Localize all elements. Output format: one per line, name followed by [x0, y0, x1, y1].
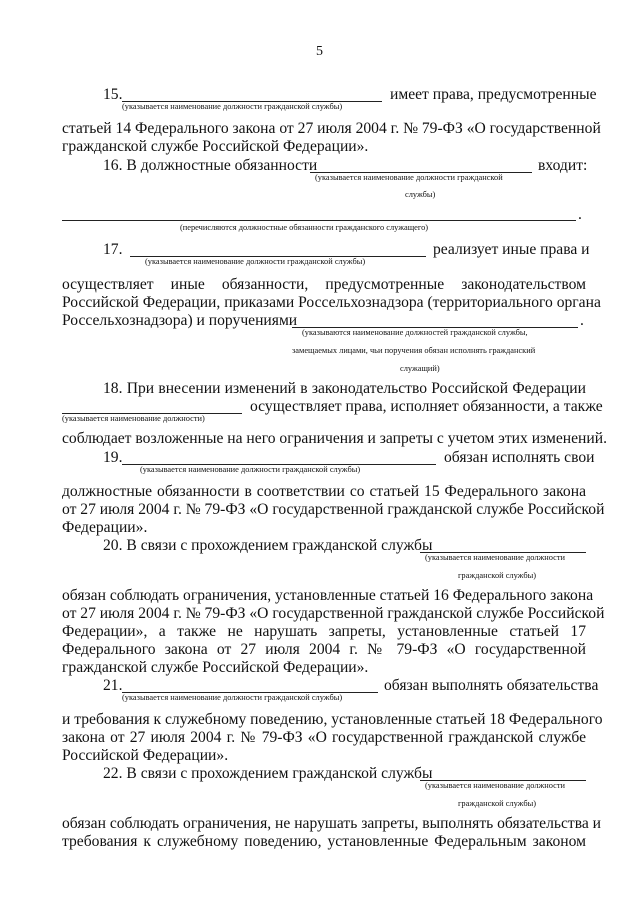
- p17-period: .: [580, 312, 584, 329]
- p20-head: 20. В связи с прохождением гражданской службы: [103, 537, 433, 554]
- p21-line2: и требования к служебному поведению, установленные статьей 18 Федерального: [62, 711, 603, 728]
- p16-head: 16. В должностные обязанности: [103, 157, 318, 174]
- p20-line6: гражданской службе Российской Федерации».: [62, 659, 369, 676]
- p17-line4: Россельхознадзора) и поручениями: [62, 312, 298, 329]
- p15-tail: имеет права, предусмотренные: [390, 86, 597, 103]
- p16-caption2: службы): [405, 190, 436, 199]
- p20-line5: Федерального закона от 27 июля 2004 г. № 79-ФЗ «О государственной: [62, 641, 586, 658]
- p19-caption: (указывается наименование должности гражданской службы): [140, 465, 361, 474]
- p21-number: 21.: [103, 677, 123, 694]
- p16-caption1: (указывается наименование должности гражданской: [315, 173, 503, 182]
- p22-line3: требования к служебному поведению, установленные Федеральным законом: [62, 833, 586, 850]
- p17-line2-word: обязанности,: [221, 276, 309, 293]
- p20-caption2: гражданской службы): [458, 571, 537, 580]
- p22-caption1: (указывается наименование должности: [425, 781, 566, 790]
- p16-duties-line: [62, 220, 576, 221]
- p17-caption4: служащий): [400, 364, 440, 373]
- p21-line4: Российской Федерации».: [62, 747, 229, 764]
- p15-number: 15.: [103, 86, 123, 103]
- p18-line3: соблюдает возложенные на него ограничения и запреты с учетом этих изменений.: [62, 430, 607, 447]
- p22-line2: обязан соблюдать ограничения, не нарушать запреты, выполнять обязательства и: [62, 815, 602, 832]
- p20-line3: от 27 июля 2004 г. № 79-ФЗ «О государственной гражданской службе Российской: [62, 605, 605, 622]
- p17-line3: Российской Федерации, приказами Россельхознадзора (территориального органа: [62, 294, 601, 311]
- p16-period: .: [578, 206, 582, 223]
- p17-line2-word: осуществляет: [62, 276, 154, 293]
- p18-tail: осуществляет права, исполняет обязанности, а также: [250, 398, 603, 415]
- p19-tail: обязан исполнять свои: [444, 449, 595, 466]
- p17-line2-word: законодательством: [461, 276, 586, 293]
- p17-number: 17.: [103, 241, 123, 258]
- p16-caption3: (перечисляются должностные обязанности гражданского служащего): [180, 223, 429, 232]
- page-number: 5: [316, 44, 323, 59]
- p17-caption3: замещаемых лицами, чьи поручения обязан исполнять гражданский: [292, 346, 536, 355]
- p20-line2: обязан соблюдать ограничения, установленные статьей 16 Федерального закона: [62, 587, 594, 604]
- p22-head: 22. В связи с прохождением гражданской службы: [103, 765, 433, 782]
- p21-tail: обязан выполнять обязательства: [384, 677, 599, 694]
- p16-tail: входит:: [538, 157, 588, 174]
- p19-line2: должностные обязанности в соответствии со статьей 15 Федерального закона: [62, 483, 586, 500]
- p15-line3: гражданской службе Российской Федерации».: [62, 138, 369, 155]
- p19-line4: Федерации».: [62, 519, 148, 536]
- p17-caption: (указывается наименование должности гражданской службы): [145, 257, 366, 266]
- p22-caption2: гражданской службы): [458, 799, 537, 808]
- p17-tail: реализует иные права и: [433, 241, 590, 258]
- p21-line3: закона от 27 июля 2004 г. № 79-ФЗ «О государственной гражданской службе: [62, 729, 586, 746]
- p17-line2-word: иные: [170, 276, 205, 293]
- p20-line4: Федерации», а также не нарушать запреты, установленные статьей 17: [62, 623, 586, 640]
- p18-caption: (указывается наименование должности): [62, 414, 205, 423]
- p18-line1: 18. При внесении изменений в законодательство Российской Федерации: [103, 380, 586, 397]
- p19-line3: от 27 июля 2004 г. № 79-ФЗ «О государственной гражданской службе Российской: [62, 501, 605, 518]
- p17-caption2: (указываются наименование должностей гражданской службы,: [302, 328, 528, 337]
- p15-line2: статьей 14 Федерального закона от 27 июля 2004 г. № 79-ФЗ «О государственной: [62, 120, 601, 137]
- p21-caption: (указывается наименование должности гражданской службы): [122, 693, 343, 702]
- p20-caption1: (указывается наименование должности: [425, 553, 566, 562]
- p15-caption: (указывается наименование должности гражданской службы): [122, 102, 343, 111]
- p17-line2-word: предусмотренные: [325, 276, 445, 293]
- p19-number: 19.: [103, 449, 123, 466]
- p17-line2: [62, 276, 586, 294]
